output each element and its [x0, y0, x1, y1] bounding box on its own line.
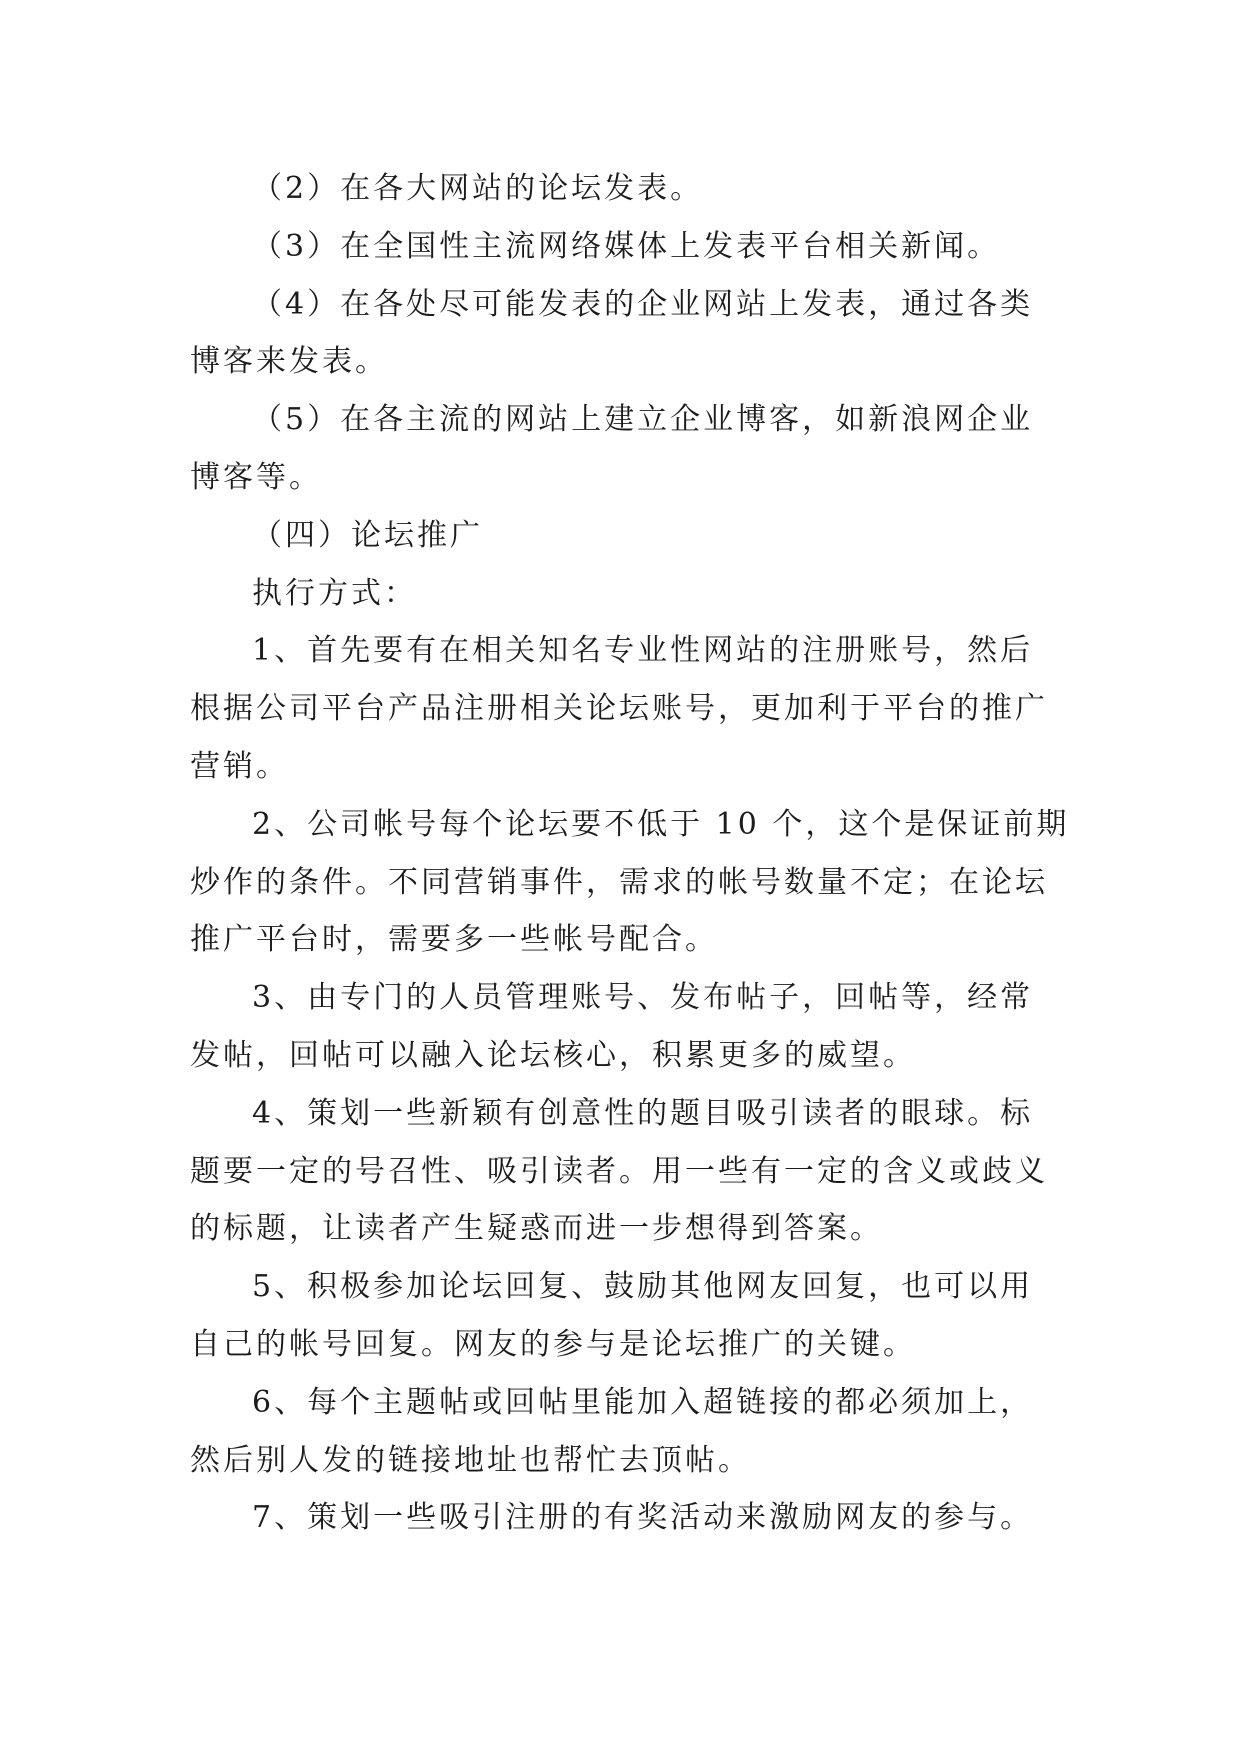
- paragraph-line: 2、公司帐号每个论坛要不低于 10 个，这个是保证前期: [252, 806, 1070, 842]
- paragraph-line: 3、由专门的人员管理账号、发布帖子，回帖等，经常: [252, 980, 1034, 1016]
- paragraph-line: 炒作的条件。不同营销事件，需求的帐号数量不定；在论坛: [190, 864, 1048, 900]
- paragraph-line: 推广平台时，需要多一些帐号配合。: [190, 922, 718, 958]
- paragraph-line: 博客等。: [190, 459, 322, 495]
- paragraph-line: 执行方式：: [252, 575, 417, 611]
- paragraph-line: （2）在各大网站的论坛发表。: [252, 171, 704, 206]
- paragraph-line: 的标题，让读者产生疑惑而进一步想得到答案。: [190, 1211, 883, 1247]
- paragraph-line: 博客来发表。: [190, 344, 388, 380]
- paragraph-line: （四）论坛推广: [252, 517, 483, 553]
- paragraph-line: 自己的帐号回复。网友的参与是论坛推广的关键。: [190, 1326, 916, 1362]
- paragraph: [190, 1085, 1050, 1258]
- paragraph-line: （3）在全国性主流网络媒体上发表平台相关新闻。: [252, 228, 1001, 264]
- paragraph-line: 题要一定的号召性、吸引读者。用一些有一定的含义或歧义: [190, 1153, 1048, 1189]
- paragraph-line: 根据公司平台产品注册相关论坛账号，更加利于平台的推广: [190, 691, 1048, 727]
- paragraph: [190, 391, 1050, 507]
- paragraph: [190, 218, 1050, 276]
- paragraph-line: （4）在各处尽可能发表的企业网站上发表，通过各类: [252, 286, 1034, 322]
- paragraph: [190, 622, 1050, 795]
- paragraph: [190, 1258, 1050, 1374]
- paragraph-line: 6、每个主题帖或回帖里能加入超链接的都必须加上，: [252, 1384, 1034, 1420]
- paragraph-line: 然后别人发的链接地址也帮忙去顶帖。: [190, 1442, 751, 1478]
- paragraph: [190, 969, 1050, 1085]
- paragraph: [190, 1489, 1050, 1547]
- document-body: [190, 160, 1070, 1547]
- paragraph-line: （5）在各主流的网站上建立企业博客，如新浪网企业: [252, 402, 1034, 438]
- paragraph: [190, 1374, 1050, 1490]
- paragraph-line: 4、策划一些新颖有创意性的题目吸引读者的眼球。标: [252, 1095, 1034, 1131]
- paragraph: [190, 565, 1050, 623]
- paragraph-line: 营销。: [190, 748, 289, 784]
- paragraph-line: 5、积极参加论坛回复、鼓励其他网友回复，也可以用: [252, 1269, 1034, 1305]
- paragraph: [190, 796, 1070, 969]
- paragraph-line: 7、策划一些吸引注册的有奖活动来激励网友的参与。: [252, 1500, 1034, 1536]
- paragraph: [190, 276, 1050, 392]
- section-heading: [190, 507, 1050, 565]
- paragraph-line: 1、首先要有在相关知名专业性网站的注册账号，然后: [252, 633, 1034, 669]
- paragraph: [190, 160, 1050, 218]
- paragraph-line: 发帖，回帖可以融入论坛核心，积累更多的威望。: [190, 1037, 916, 1073]
